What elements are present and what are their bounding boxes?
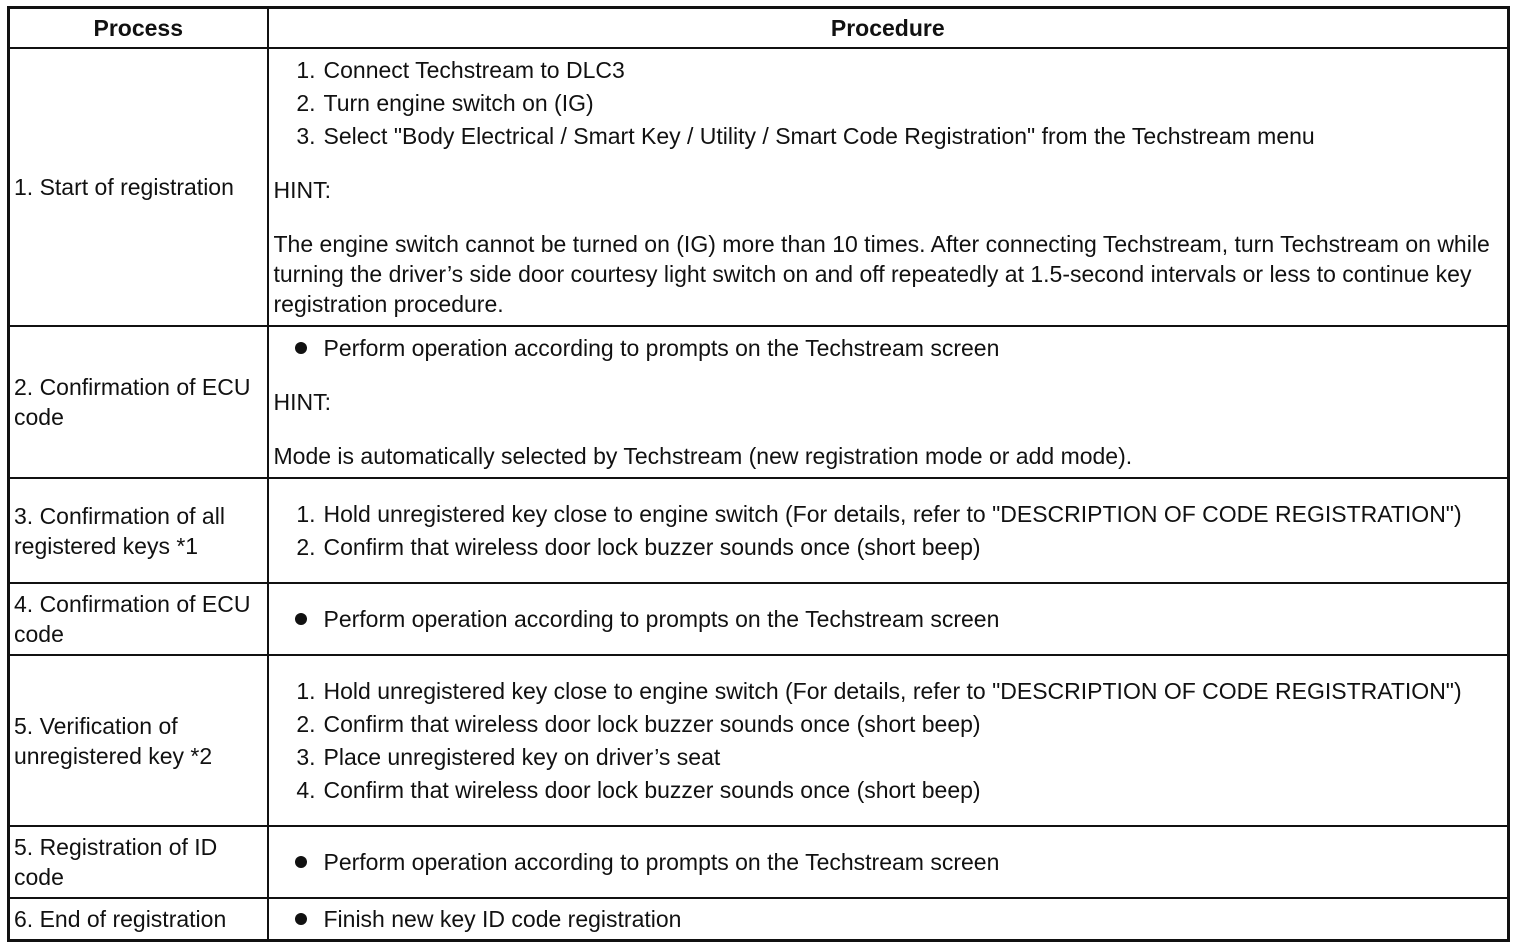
- list-item: 1. Hold unregistered key close to engine switch (For details, refer to "DESCRIPTION OF CODE REGISTRATION"): [274, 499, 1502, 529]
- bullet-icon: [295, 342, 307, 354]
- bullet-icon: [295, 856, 307, 868]
- header-procedure: Procedure: [268, 8, 1509, 49]
- process-cell: 5. Verification of unregistered key *2: [9, 655, 268, 826]
- step-list: [274, 499, 1502, 562]
- procedure-cell: [268, 326, 1509, 478]
- procedure-table: [7, 6, 1510, 942]
- procedure-cell: [268, 898, 1509, 940]
- list-item: 1. Connect Techstream to DLC3: [274, 55, 1502, 85]
- step-list: [274, 676, 1502, 805]
- bullet-text: Perform operation according to prompts on the Techstream screen: [323, 335, 1000, 361]
- step-text: Place unregistered key on driver’s seat: [323, 744, 721, 770]
- hint-label: HINT:: [273, 177, 331, 203]
- process-cell: 6. End of registration: [9, 898, 268, 940]
- table-row: [9, 898, 1509, 940]
- bullet-item: [274, 904, 1502, 934]
- table-row: [9, 583, 1509, 655]
- header-row: [9, 8, 1509, 49]
- step-text: Select "Body Electrical / Smart Key / Utility / Smart Code Registration" from the Techstream menu: [323, 123, 1315, 149]
- step-text: Connect Techstream to DLC3: [323, 57, 625, 83]
- procedure-cell: [268, 583, 1509, 655]
- bullet-text: Perform operation according to prompts on the Techstream screen: [323, 849, 1000, 875]
- header-process: Process: [9, 8, 268, 49]
- step-text: Turn engine switch on (IG): [323, 90, 594, 116]
- table-row: [9, 655, 1509, 826]
- hint-text: Mode is automatically selected by Techstream (new registration mode or add mode).: [273, 443, 1133, 469]
- bullet-item: [274, 333, 1502, 363]
- process-cell: 1. Start of registration: [9, 48, 268, 326]
- table-row: [9, 826, 1509, 898]
- step-text: Confirm that wireless door lock buzzer sounds once (short beep): [323, 711, 981, 737]
- bullet-text: Finish new key ID code registration: [323, 905, 682, 932]
- table-row: [9, 326, 1509, 478]
- bullet-item: [274, 847, 1502, 877]
- step-text: Confirm that wireless door lock buzzer sounds once (short beep): [323, 777, 981, 803]
- bullet-icon: [295, 613, 307, 625]
- list-item: 2. Confirm that wireless door lock buzzer sounds once (short beep): [274, 532, 1502, 562]
- procedure-cell: [268, 48, 1509, 326]
- table-row: [9, 478, 1509, 583]
- step-text: Confirm that wireless door lock buzzer sounds once (short beep): [323, 534, 981, 560]
- bullet-item: [274, 604, 1502, 634]
- process-cell: 2. Confirmation of ECU code: [9, 326, 268, 478]
- step-list: [274, 55, 1502, 151]
- procedure-cell: [268, 478, 1509, 583]
- process-cell: 5. Registration of ID code: [9, 826, 268, 898]
- hint-label: HINT:: [273, 389, 331, 415]
- procedure-cell: [268, 655, 1509, 826]
- bullet-text: Perform operation according to prompts on the Techstream screen: [323, 606, 1000, 632]
- bullet-icon: [295, 913, 307, 925]
- procedure-cell: [268, 826, 1509, 898]
- process-cell: 3. Confirmation of all registered keys *1: [9, 478, 268, 583]
- list-item: 3. Select "Body Electrical / Smart Key / Utility / Smart Code Registration" from the Techstream menu: [274, 121, 1502, 151]
- step-text: Hold unregistered key close to engine switch (For details, refer to "DESCRIPTION OF CODE REGISTRATION"): [323, 678, 1462, 704]
- list-item: 2. Confirm that wireless door lock buzzer sounds once (short beep): [274, 709, 1502, 739]
- list-item: 2. Turn engine switch on (IG): [274, 88, 1502, 118]
- step-text: Hold unregistered key close to engine switch (For details, refer to "DESCRIPTION OF CODE REGISTRATION"): [323, 501, 1462, 527]
- list-item: 3. Place unregistered key on driver’s seat: [274, 742, 1502, 772]
- hint-text: The engine switch cannot be turned on (IG) more than 10 times. After connecting Techstream, turn Techstream on while turning the driver’s side door courtesy light switch on and off repeatedly at 1.5-second intervals or less to continue key registration procedure.: [273, 231, 1490, 317]
- list-item: 1. Hold unregistered key close to engine switch (For details, refer to "DESCRIPTION OF CODE REGISTRATION"): [274, 676, 1502, 706]
- table-row: [9, 48, 1509, 326]
- process-cell: 4. Confirmation of ECU code: [9, 583, 268, 655]
- list-item: 4. Confirm that wireless door lock buzzer sounds once (short beep): [274, 775, 1502, 805]
